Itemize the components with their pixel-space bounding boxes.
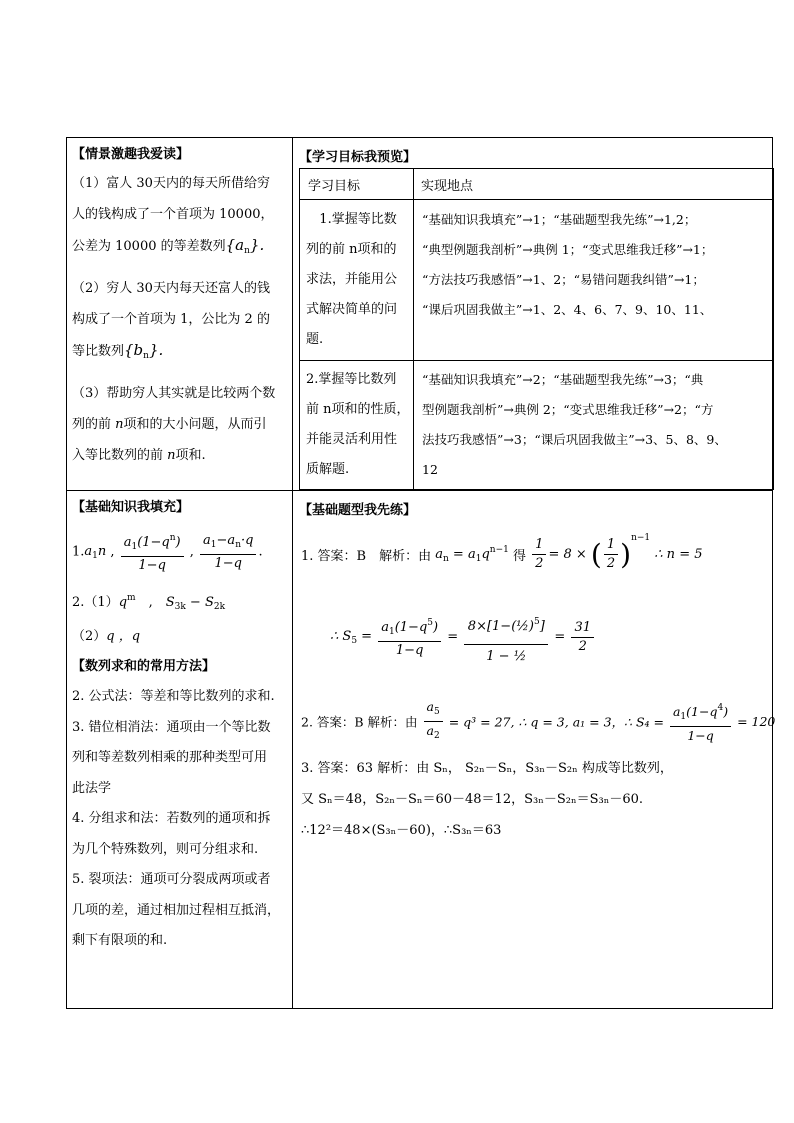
methods-list: 2. 公式法：等差和等比数列的求和. 3. 错位相消法：通项由一个等比数 列和等差数列相乘的那种类型可用 此法学 4. 分组求和法：若数列的通项和拆 为几个特殊数列，则可分组求和. 5. 裂项法：通项可分裂成两项或者 几项的差，通过相加过程相互抵消， 剩下有限项的和.: [72, 689, 281, 948]
scene-p3-line3: 入等比数列的前 n项和.: [72, 448, 206, 463]
scene-p1-line3: 公差为 10000 的等差数列$\{a_n\}$.: [72, 236, 265, 256]
section-header-knowledge: 【基础知识我填充】: [72, 500, 190, 515]
left-bottom-cell: [72, 495, 288, 957]
goals-col2-header: 实现地点: [421, 179, 474, 194]
scene-p3-line1: （3）帮助穷人其实就是比较两个数: [72, 386, 276, 401]
goals-col-line: [413, 169, 414, 489]
goals-col1-header: 学习目标: [308, 179, 361, 194]
place-2: “基础知识我填充”→2；“基础题型我先练”→3；“典 型例题我剖析”→典例 2；“变式思维我迁移”→2；“方 法技巧我感悟”→3；“课后巩固我做主”→3、5、8、9、 12: [422, 372, 727, 477]
scene-p1-line2: 人的钱构成了一个首项为 10000，: [72, 207, 274, 222]
row-divider: [66, 490, 773, 491]
scene-p1-line1: （1）富人 30天内的每天所借给穷: [72, 176, 270, 191]
section-header-goals: 【学习目标我预览】: [299, 150, 417, 165]
answer-1-line2: ∴ $S_5$ = $\frac{a_1(1-q^5)}{1-q}$ = $\frac{8\times[1-(\frac{1}{2})^5]}{\text{1 − ½}}$ = $\frac{31}{2}$: [330, 605, 770, 685]
scene-p2-line3: 等比数列$\{b_n\}$.: [72, 341, 164, 361]
answer-2: 2. 答案：B 解析：由 $\frac{a_5}{a_2}$ = q³ = 27, ∴ q = 3, a₁ = 3，∴ S₄ = $\frac{a_1(1-q^4)}{1-q}$ = 120: [301, 699, 776, 743]
goals-header-line: [300, 199, 773, 200]
goal-1: 1.掌握等比数 列的前 n项和的 求法，并能用公 式解决简单的问 题.: [306, 212, 398, 347]
goals-table: [299, 168, 774, 490]
column-divider: [292, 137, 293, 1009]
scene-p2-line2: 构成了一个首项为 1，公比为 2 的: [72, 312, 270, 327]
answer-1-line1: 1. 答案：B 解析：由 $a_n = a_1q^{n-1}$ 得 $\frac{1}{2}$ = 8 × ( $\frac{1}{2}$ )$^{n-1}$ ∴ n = 5: [301, 533, 703, 571]
scene-p2-line1: （2）穷人 30天内每天还富人的钱: [72, 281, 270, 296]
section-header-methods: 【数列求和的常用方法】: [72, 659, 216, 674]
answer-3: 3. 答案：63 解析：由 Sₙ， S₂ₙ－Sₙ，S₃ₙ－S₂ₙ 构成等比数列， 又 Sₙ＝48，S₂ₙ－Sₙ＝60－48＝12，S₃ₙ－S₂ₙ＝S₃ₙ－60. ∴12²＝48×(S₃ₙ－60)，∴S₃ₙ＝63: [301, 761, 673, 838]
knowledge-item-2b: （2）q ，q: [72, 629, 141, 644]
scene-p3-line2: 列的前 n项和的大小问题，从而引: [72, 417, 267, 432]
goals-row-line: [300, 360, 773, 361]
section-header-scene: 【情景激趣我爱读】: [72, 147, 190, 162]
goal-2: 2.掌握等比数列 前 n项和的性质， 并能灵活利用性 质解题.: [306, 372, 410, 477]
knowledge-item-2: $2.(1)q^m$ , $S_{3k} - S_{2k}$: [72, 593, 226, 612]
knowledge-item-1: $1.a_1n$ , $\frac{a_1(1-q^n)}{1-q}$ , $\frac{a_1-a_n\cdot q}{1-q}$ .: [72, 529, 288, 573]
left-top-cell: [72, 142, 288, 471]
place-1: “基础知识我填充”→1；“基础题型我先练”→1,2； “典型例题我剖析”→典例 1；“变式思维我迁移”→1； “方法技巧我感悟”→1、2；“易错问题我纠错”→1； “课后巩固我做主”→1、2、4、6、7、9、10、11、: [422, 212, 714, 317]
section-header-practice: 【基础题型我先练】: [299, 503, 417, 518]
